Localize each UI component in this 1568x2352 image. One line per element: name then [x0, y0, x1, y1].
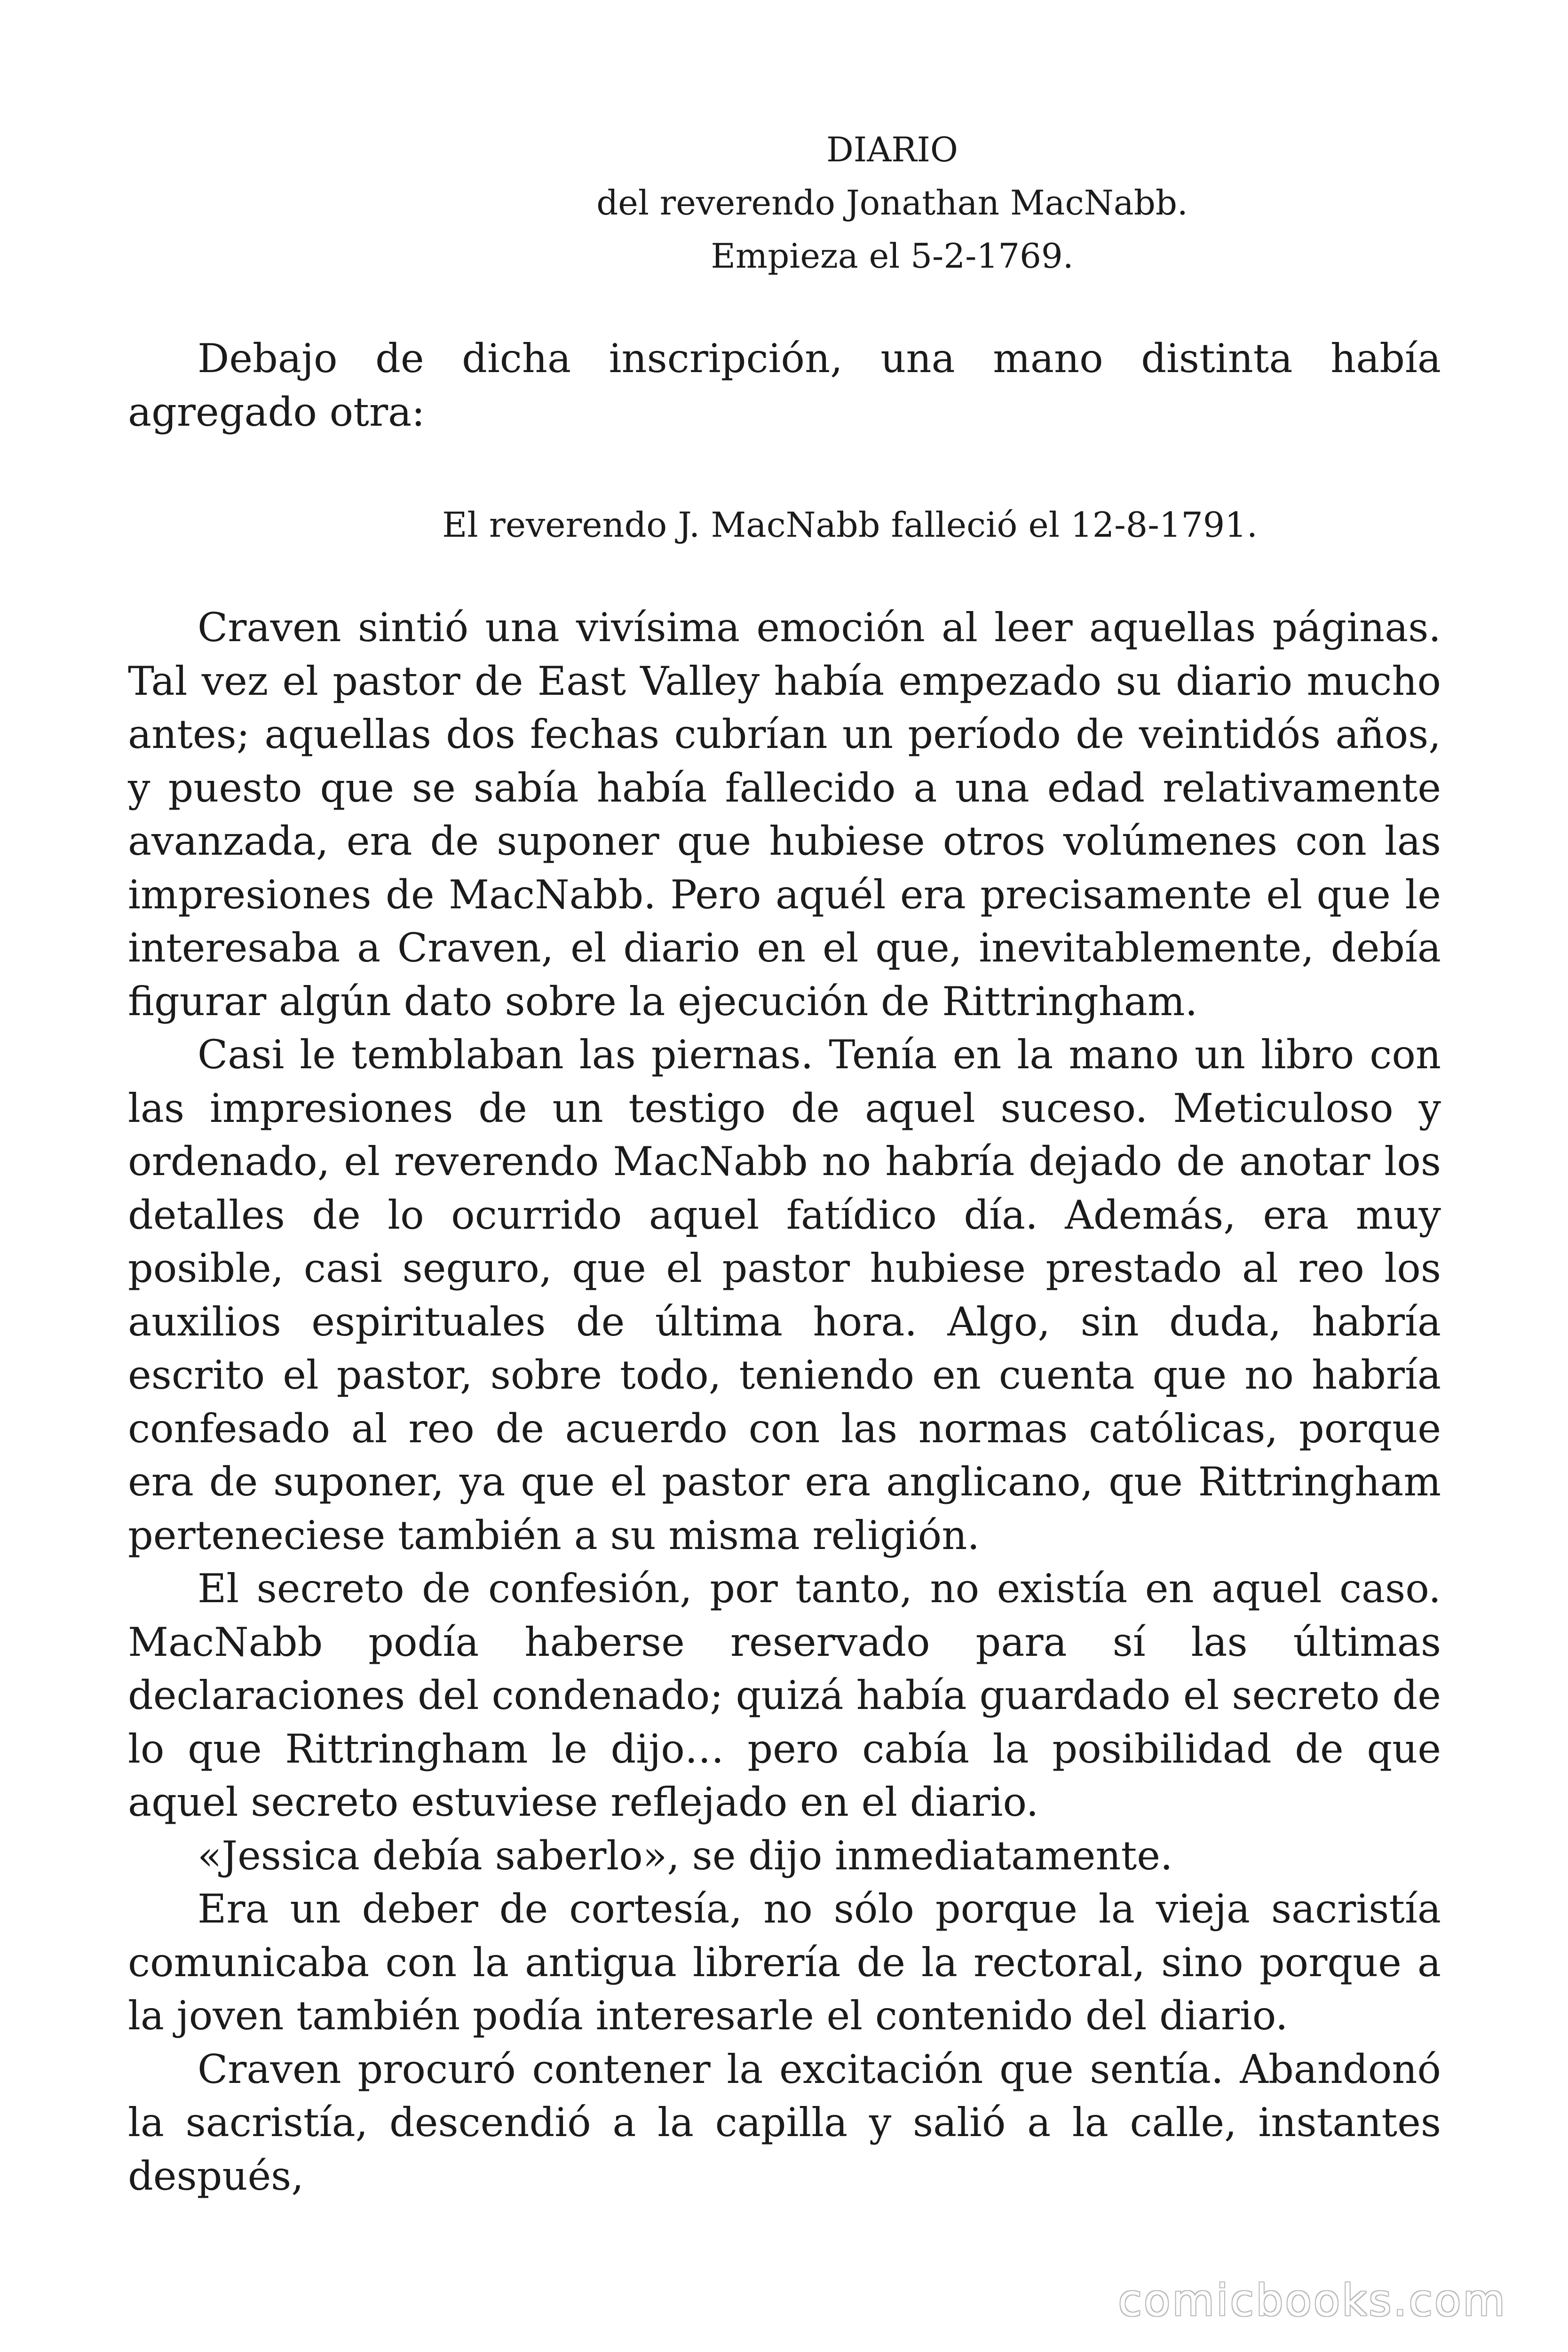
paragraph-1: Craven sintió una vivísima emoción al leer aquellas páginas. Tal vez el pastor de East Valley había empezado su diario mucho antes; aquellas dos fechas cubrían un período de veintidós años, y puesto que se sabía había fallecido a una edad relativamente avanzada, era de suponer que hubiese otros volúmenes con las impresiones de MacNabb. Pero aquél era precisamente el que le interesaba a Craven, el diario en el que, inevitablemente, debía figurar algún dato sobre la ejecución de Rittringham. — [128, 604, 1441, 1025]
intro-paragraph: Debajo de dicha inscripción, una mano distinta había agregado otra: — [128, 335, 1441, 435]
diary-title-block — [0, 123, 1568, 283]
paragraph-4: «Jessica debía saberlo», se dijo inmediatamente. — [198, 1832, 1173, 1879]
paragraph-2: Casi le temblaban las piernas. Tenía en la mano un libro con las impresiones de un testigo de aquel suceso. Meticuloso y ordenado, el reverendo MacNabb no habría dejado de anotar los detalles de lo ocurrido aquel fatídico día. Además, era muy posible, casi seguro, que el pastor hubiese prestado al reo los auxilios espirituales de última hora. Algo, sin duda, habría escrito el pastor, sobre todo, teniendo en cuenta que no habría confesado al reo de acuerdo con las normas católicas, porque era de suponer, ya que el pastor era anglicano, que Rittringham perteneciese también a su misma religión. — [128, 1032, 1441, 1558]
death-note: El reverendo J. MacNabb falleció el 12-8-1791. — [442, 505, 1258, 545]
watermark: comicbooks.com — [1118, 2275, 1507, 2326]
paragraph-6: Craven procuró contener la excitación que sentía. Abandonó la sacristía, descendió a la capilla y salió a la calle, instantes después, — [128, 2046, 1441, 2199]
main-text — [128, 601, 1441, 2203]
paragraph-5: Era un deber de cortesía, no sólo porque la vieja sacristía comunicaba con la antigua librería de la rectoral, sino porque a la joven también podía interesarle el contenido del diario. — [128, 1886, 1441, 2039]
diary-title: DIARIO — [826, 130, 958, 169]
paragraph-3: El secreto de confesión, por tanto, no existía en aquel caso. MacNabb podía haberse reservado para sí las últimas declaraciones del condenado; quizá había guardado el secreto de lo que Rittringham le dijo… pero cabía la posibilidad de que aquel secreto estuviese reflejado en el diario. — [128, 1565, 1441, 1825]
diary-author-line: del reverendo Jonathan MacNabb. — [596, 183, 1188, 222]
intro-block — [128, 332, 1441, 439]
diary-start-date: Empieza el 5-2-1769. — [711, 236, 1074, 276]
